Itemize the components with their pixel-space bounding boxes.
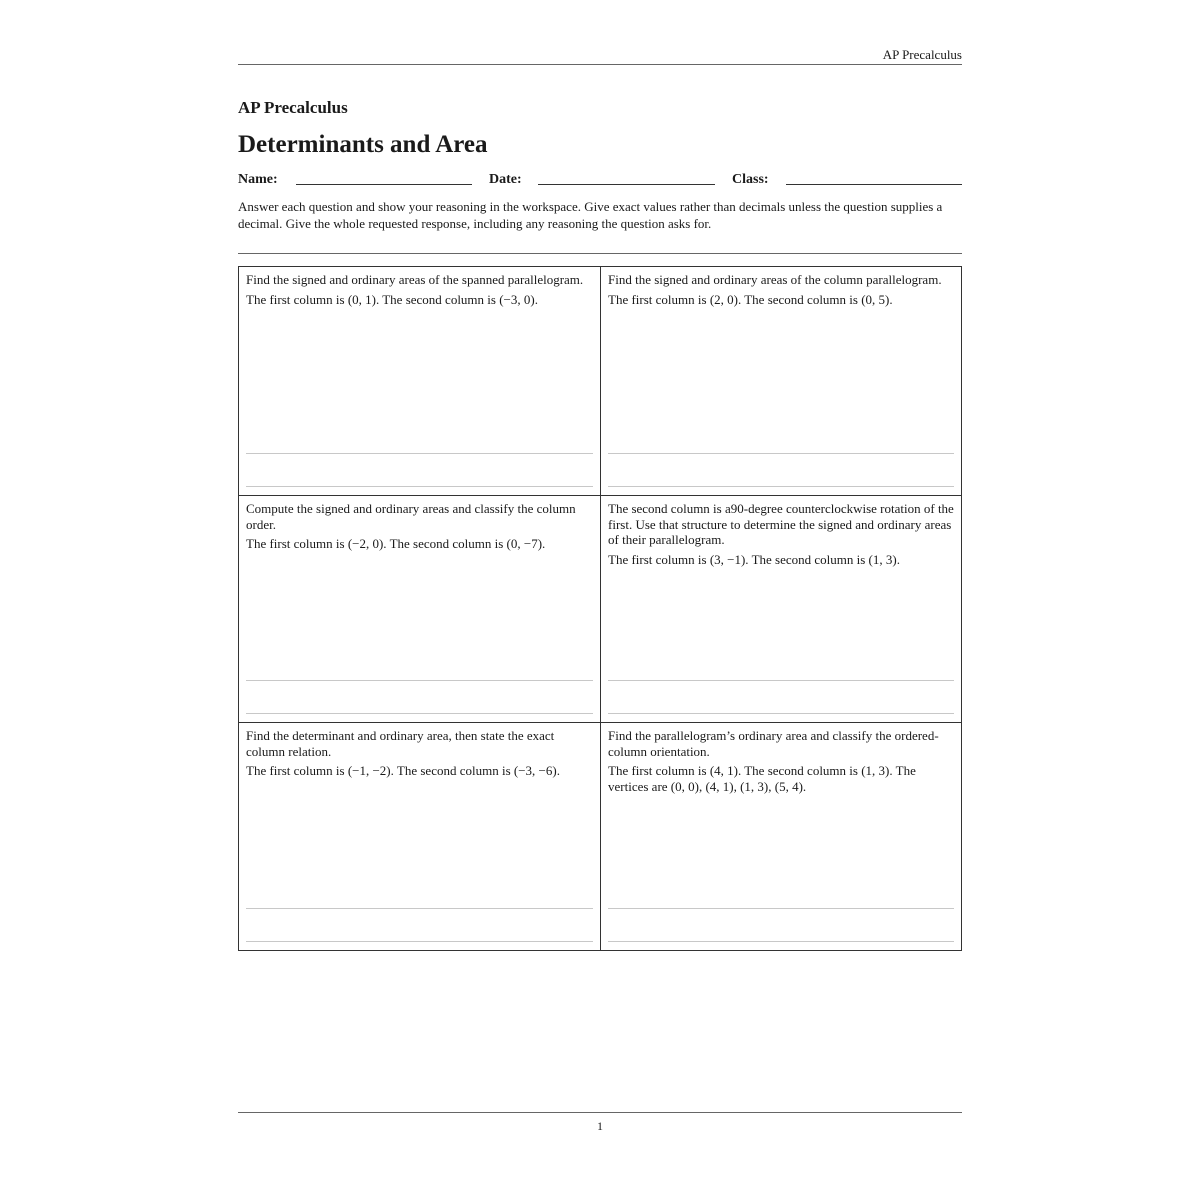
question-cell[interactable] [239,495,600,722]
answer-line [246,486,593,487]
course-title: AP Precalculus [238,98,348,117]
header-rule [238,64,962,65]
question-prompt [608,501,954,567]
answer-line [608,680,954,681]
question-prompt [608,272,954,307]
worksheet-page [238,0,962,1200]
question-prompt [608,728,954,794]
name-field[interactable] [296,184,472,185]
answer-line [608,908,954,909]
question-cell[interactable] [600,722,961,950]
question-given: The first column is (0, 1). The second column is (−3, 0). [246,291,538,307]
question-text: Find the signed and ordinary areas of the column parallelogram. [608,272,942,287]
answer-line [246,941,593,942]
question-cell[interactable] [600,495,961,722]
answer-line [246,453,593,454]
instructions: Answer each question and show your reasoning in the workspace. Give exact values rather than decimals unless the question supplies a decimal. Give the whole requested response, including any reasoning the question asks for. [238,199,943,231]
question-text: Find the signed and ordinary areas of the spanned parallelogram. [246,272,584,287]
name-label: Name: [238,172,278,187]
answer-line [608,486,954,487]
question-given: The first column is (2, 0). The second column is (0, 5). [608,291,893,307]
question-cell[interactable] [600,267,961,495]
question-text: Find the parallelogram’s ordinary area and classify the ordered-column orientation. [608,728,939,759]
question-prompt [246,501,593,552]
answer-line [608,453,954,454]
class-label: Class: [732,172,769,187]
answer-line [608,713,954,714]
footer-rule [238,1112,962,1113]
answer-line [608,941,954,942]
question-prompt [246,728,593,779]
question-text: The second column is a90-degree counterclockwise rotation of the first. Use that structure to determine the signed and ordinary areas of their parallelogram. [608,501,954,547]
question-given: The first column is (4, 1). The second column is (1, 3). The vertices are (0, 0), (4, 1), (1, 3), (5, 4). [608,763,916,794]
question-given: The first column is (−2, 0). The second column is (0, −7). [246,536,546,551]
instructions-rule [238,253,962,254]
answer-line [246,680,593,681]
page-number: 1 [597,1119,603,1133]
date-label: Date: [489,172,522,187]
question-prompt [246,272,593,307]
question-given: The first column is (3, −1). The second column is (1, 3). [608,551,900,567]
question-grid [238,266,962,951]
question-text: Find the determinant and ordinary area, then state the exact column relation. [246,728,555,759]
question-given: The first column is (−1, −2). The second column is (−3, −6). [246,763,560,778]
class-field[interactable] [786,184,962,185]
running-header: AP Precalculus [882,47,962,62]
question-text: Compute the signed and ordinary areas and classify the column order. [246,501,576,532]
answer-line [246,713,593,714]
answer-line [246,908,593,909]
page-title: Determinants and Area [238,131,488,158]
question-cell[interactable] [239,722,600,950]
date-field[interactable] [538,184,715,185]
question-cell[interactable] [239,267,600,495]
